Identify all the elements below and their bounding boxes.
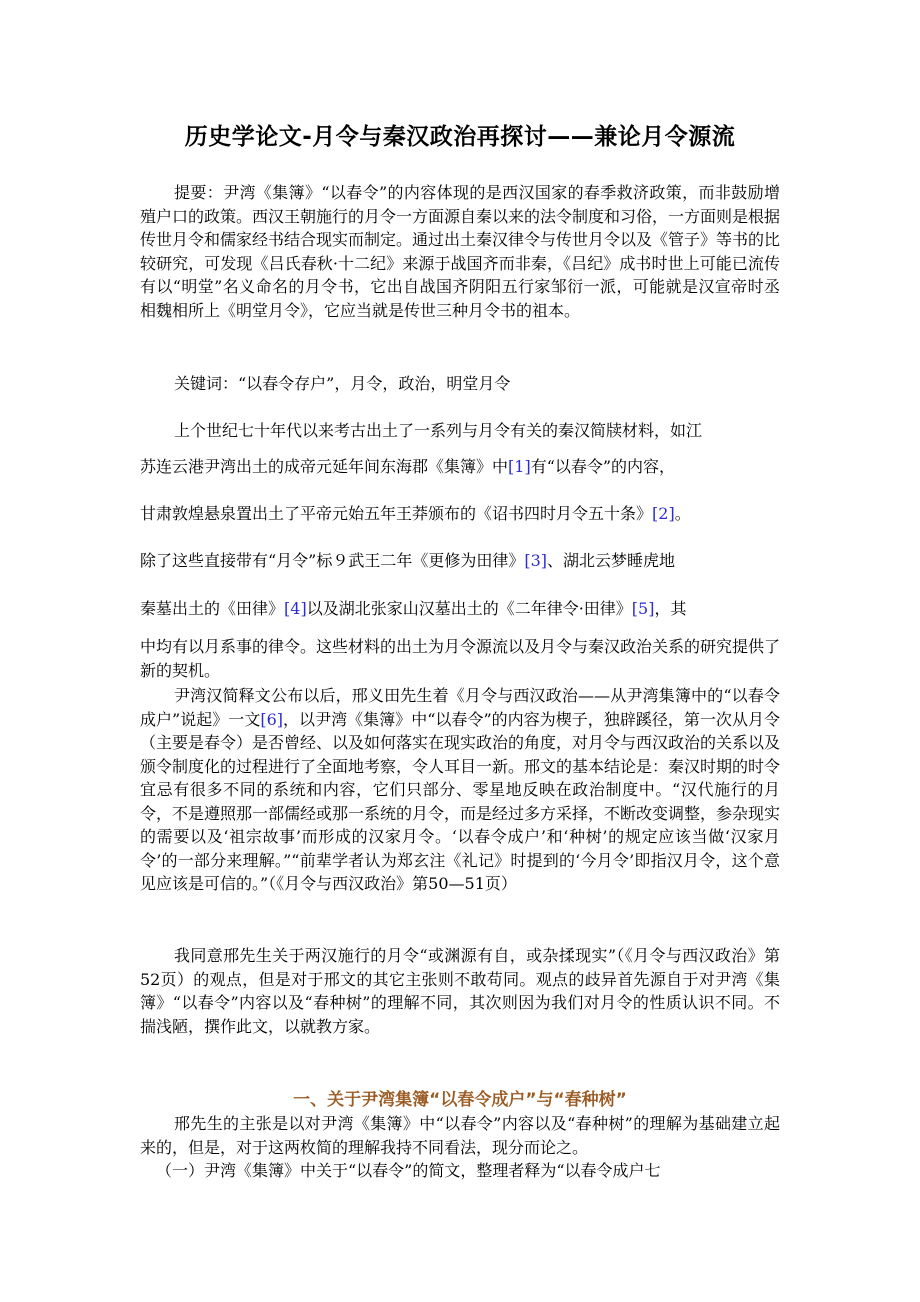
section-paragraph: 邢先生的主张是以对尹湾《集簿》中“以春令”内容以及“春种树”的理解为基础建立起来的，但是，对于这两枚简的理解我持不同看法，现分而论之。 bbox=[140, 1114, 780, 1157]
section-heading: 一、关于尹湾集簿“以春令成户”与“春种树” bbox=[293, 1090, 627, 1110]
last-line: （一）尹湾《集簿》中关于“以春令”的简文，整理者释为“以春令成户七 bbox=[156, 1161, 661, 1180]
intro-text: 苏连云港尹湾出土的成帝元延年间东海郡《集簿》中 bbox=[140, 457, 509, 476]
intro-text: 以及湖北张家山汉墓出土的《二年律令·田律》 bbox=[306, 599, 632, 618]
intro-line-6: 中均有以月系事的律令。这些材料的出土为月令源流以及月令与秦汉政治关系的研究提供了新的契机。 bbox=[140, 637, 781, 680]
intro-line-4 bbox=[140, 549, 780, 573]
xing-paragraph bbox=[140, 684, 780, 896]
intro-line-5 bbox=[140, 597, 780, 621]
abstract-paragraph: 提要：尹湾《集簿》“以春令”的内容体现的是西汉国家的春季救济政策，而非鼓励增殖户口的政策。西汉王朝施行的月令一方面源自秦以来的法令制度和习俗，一方面则是根据传世月令和儒家经书结合现实而制定。通过出土秦汉律令与传世月令以及《管子》等书的比较研究，可发现《吕氏春秋·十二纪》来源于战国齐而非秦，《吕纪》成书时世上可能已流传有以“明堂”名义命名的月令书，它出自战国齐阴阳五行家邹衍一派，可能就是汉宣帝时丞相魏相所上《明堂月令》，它应当就是传世三种月令书的祖本。 bbox=[140, 183, 781, 320]
intro-text: ，其 bbox=[654, 599, 687, 618]
intro-text: 上个世纪七十年代以来考古出土了一系列与月令有关的秦汉简牍材料，如江 bbox=[174, 421, 703, 440]
paragraph-text: ，以尹湾《集簿》中“以春令”的内容为楔子，独辟蹊径，第一次从月令（主要是春令）是否曾经、以及如何落实在现实政治的角度，对月令与西汉政治的关系以及颁令制度化的过程进行了全面地考察，令人耳目一新。邢文的基本结论是：秦汉时期的时令宜忌有很多不同的系统和内容，它们只部分、零星地反映在政治制度中。“汉代施行的月令，不是遵照那一部儒经或那一系统的月令，而是经过多方采择，不断改变调整，参杂现实的需要以及‘祖宗故事’而形成的汉家月令。‘以春令成户’和‘种树’的规定应该当做‘汉家月令’的一部分来理解。”“前辈学者认为郑玄注《礼记》时提到的‘今月令’即指汉月令，这个意见应该是可信的。”（《月令与西汉政治》第50—51页） bbox=[140, 709, 781, 893]
intro-text: 有“以春令”的内容， bbox=[530, 457, 676, 476]
footnote-link-5[interactable]: [5] bbox=[631, 599, 655, 618]
agree-paragraph: 我同意邢先生关于两汉施行的月令“或渊源有自，或杂揉现实”（《月令与西汉政治》第52页）的观点，但是对于邢文的其它主张则不敢苟同。观点的歧异首先源自于对尹湾《集簿》“以春令”内容以及“春种树”的理解不同，其次则因为我们对月令的性质认识不同。不揣浅陋，撰作此文，以就教方家。 bbox=[140, 946, 780, 1036]
intro-text: 、湖北云梦睡虎地 bbox=[547, 551, 676, 570]
intro-text: 甘肃敦煌悬泉置出土了平帝元始五年王莽颁布的《诏书四时月令五十条》 bbox=[140, 504, 653, 523]
keywords-line: 关键词：“以春令存户”，月令，政治，明堂月令 bbox=[174, 374, 511, 393]
document-title: 历史学论文-月令与秦汉政治再探讨——兼论月令源流 bbox=[184, 124, 736, 150]
intro-text: 秦墓出土的《田律》 bbox=[140, 599, 285, 618]
intro-text: 。 bbox=[674, 504, 691, 523]
paragraph-text: 尹湾汉简释文公布以后，邢义田先生着《月令与西汉政治——从尹湾集簿中的“以春令成户”说起》一文 bbox=[140, 686, 780, 729]
intro-text: 除了这些直接带有“月令”标９武王二年《更修为田律》 bbox=[140, 551, 525, 570]
intro-line-1 bbox=[140, 419, 780, 443]
footnote-link-3[interactable]: [3] bbox=[524, 551, 548, 570]
intro-line-3 bbox=[140, 502, 780, 526]
footnote-link-4[interactable]: [4] bbox=[284, 599, 307, 618]
intro-line-2 bbox=[140, 455, 780, 479]
footnote-link-2[interactable]: [2] bbox=[652, 504, 675, 523]
footnote-link-1[interactable]: [1] bbox=[508, 457, 531, 476]
footnote-link-6[interactable]: [6] bbox=[260, 709, 284, 729]
